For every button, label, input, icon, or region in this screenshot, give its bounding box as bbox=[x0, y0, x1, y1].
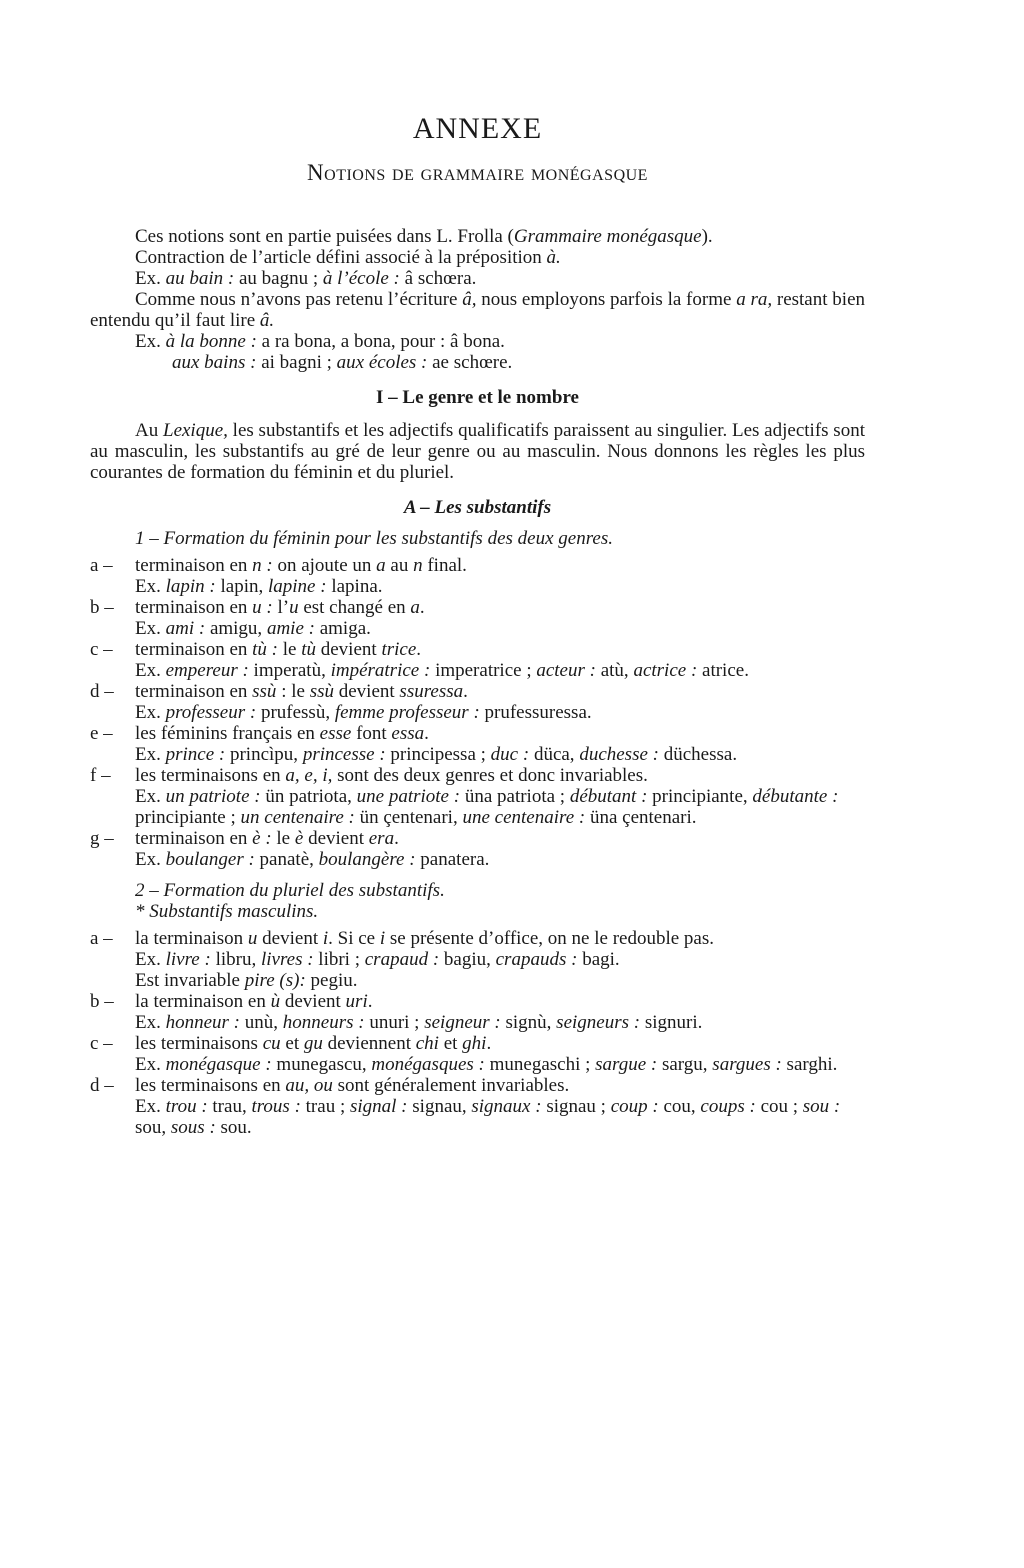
rule-item bbox=[90, 991, 865, 1033]
rule-example: Ex. monégasque : munegascu, monégasques : munegaschi ; sargue : sargu, sargues : sarghi. bbox=[135, 1054, 838, 1075]
rule-example: Ex. lapin : lapin, lapine : lapina. bbox=[135, 576, 383, 597]
rule-text: la terminaison u devient i. Si ce i se présente d’office, on ne le redouble pas. bbox=[135, 928, 714, 949]
rule-example: Ex. un patriote : ün patriota, une patriote : üna patriota ; débutant : principiante, débutante : principiante ; un centenaire : ün çentenari, une centenaire : üna çentenari. bbox=[135, 786, 839, 828]
section-heading-genre-nombre: I – Le genre et le nombre bbox=[376, 387, 579, 408]
page-title: ANNEXE bbox=[412, 112, 543, 145]
pluriel-rules-list bbox=[90, 928, 865, 1138]
rule-marker: e – bbox=[90, 723, 113, 744]
rule-example: Ex. trou : trau, trous : trau ; signal : signau, signaux : signau ; coup : cou, coups : cou ; sou : sou, sous : sou. bbox=[135, 1096, 841, 1138]
rule-text: les terminaisons en au, ou sont généralement invariables. bbox=[135, 1075, 570, 1096]
subsection-masculins: * Substantifs masculins. bbox=[135, 901, 319, 922]
rule-item bbox=[90, 681, 865, 723]
rule-text: terminaison en è : le è devient era. bbox=[135, 828, 399, 849]
intro-example-3: aux bains : ai bagni ; aux écoles : ae schœre. bbox=[172, 352, 513, 373]
rule-item bbox=[90, 1033, 865, 1075]
rule-note: Est invariable pire (s): pegiu. bbox=[135, 970, 358, 991]
intro-paragraph-2: Contraction de l’article défini associé à la préposition à. bbox=[135, 247, 561, 268]
rule-text: terminaison en tù : le tù devient trice. bbox=[135, 639, 422, 660]
subsection-pluriel: 2 – Formation du pluriel des substantifs. bbox=[135, 880, 445, 901]
rule-item bbox=[90, 555, 865, 597]
rule-example: Ex. prince : princìpu, princesse : principessa ; duc : düca, duchesse : düchessa. bbox=[135, 744, 738, 765]
rule-text: terminaison en n : on ajoute un a au n final. bbox=[135, 555, 467, 576]
intro-paragraph-1: Ces notions sont en partie puisées dans L. Frolla (Grammaire monégasque). bbox=[135, 226, 713, 247]
rule-item bbox=[90, 1075, 865, 1138]
intro-example-1: Ex. au bain : au bagnu ; à l’école : â schœra. bbox=[135, 268, 477, 289]
rule-item bbox=[90, 765, 865, 828]
rule-item bbox=[90, 639, 865, 681]
rule-example: Ex. boulanger : panatè, boulangère : panatera. bbox=[135, 849, 490, 870]
rule-text: les féminins français en esse font essa. bbox=[135, 723, 429, 744]
rule-text: les terminaisons cu et gu deviennent chi et ghi. bbox=[135, 1033, 492, 1054]
rule-item bbox=[90, 828, 865, 870]
section1-paragraph: Au Lexique, les substantifs et les adjectifs qualificatifs paraissent au singulier. Les adjectifs sont au masculin, les substantifs au gré de leur genre ou au masculin. Nous donnons les règles les plus courantes de formation du féminin et du pluriel. bbox=[90, 420, 865, 483]
rule-text: terminaison en ssù : le ssù devient ssuressa. bbox=[135, 681, 468, 702]
rule-marker: b – bbox=[90, 597, 114, 618]
document-body bbox=[90, 226, 865, 1138]
rule-marker: b – bbox=[90, 991, 114, 1012]
rule-item bbox=[90, 723, 865, 765]
section-heading-substantifs: A – Les substantifs bbox=[403, 497, 552, 518]
rule-example: Ex. livre : libru, livres : libri ; crapaud : bagiu, crapauds : bagi. bbox=[135, 949, 620, 970]
rule-marker: a – bbox=[90, 928, 113, 949]
rule-item bbox=[90, 928, 865, 991]
rule-marker: f – bbox=[90, 765, 111, 786]
page-subtitle: Notions de grammaire monégasque bbox=[307, 160, 648, 185]
intro-example-2: Ex. à la bonne : a ra bona, a bona, pour : â bona. bbox=[135, 331, 505, 352]
rule-text: les terminaisons en a, e, i, sont des deux genres et donc invariables. bbox=[135, 765, 648, 786]
rule-marker: a – bbox=[90, 555, 113, 576]
feminin-rules-list bbox=[90, 555, 865, 870]
rule-example: Ex. empereur : imperatù, impératrice : imperatrice ; acteur : atù, actrice : atrice. bbox=[135, 660, 749, 681]
rule-marker: d – bbox=[90, 681, 114, 702]
rule-marker: c – bbox=[90, 639, 113, 660]
rule-example: Ex. professeur : prufessù, femme professeur : prufessuressa. bbox=[135, 702, 592, 723]
intro-paragraph-3: Comme nous n’avons pas retenu l’écriture â, nous employons parfois la forme a ra, restant bien entendu qu’il faut lire â. bbox=[90, 289, 865, 331]
rule-marker: c – bbox=[90, 1033, 113, 1054]
rule-example: Ex. ami : amigu, amie : amiga. bbox=[135, 618, 371, 639]
rule-marker: g – bbox=[90, 828, 114, 849]
rule-text: terminaison en u : l’u est changé en a. bbox=[135, 597, 425, 618]
rule-example: Ex. honneur : unù, honneurs : unuri ; seigneur : signù, seigneurs : signuri. bbox=[135, 1012, 703, 1033]
rule-text: la terminaison en ù devient uri. bbox=[135, 991, 373, 1012]
rule-marker: d – bbox=[90, 1075, 114, 1096]
subsection-feminin: 1 – Formation du féminin pour les substantifs des deux genres. bbox=[135, 528, 613, 549]
rule-item bbox=[90, 597, 865, 639]
